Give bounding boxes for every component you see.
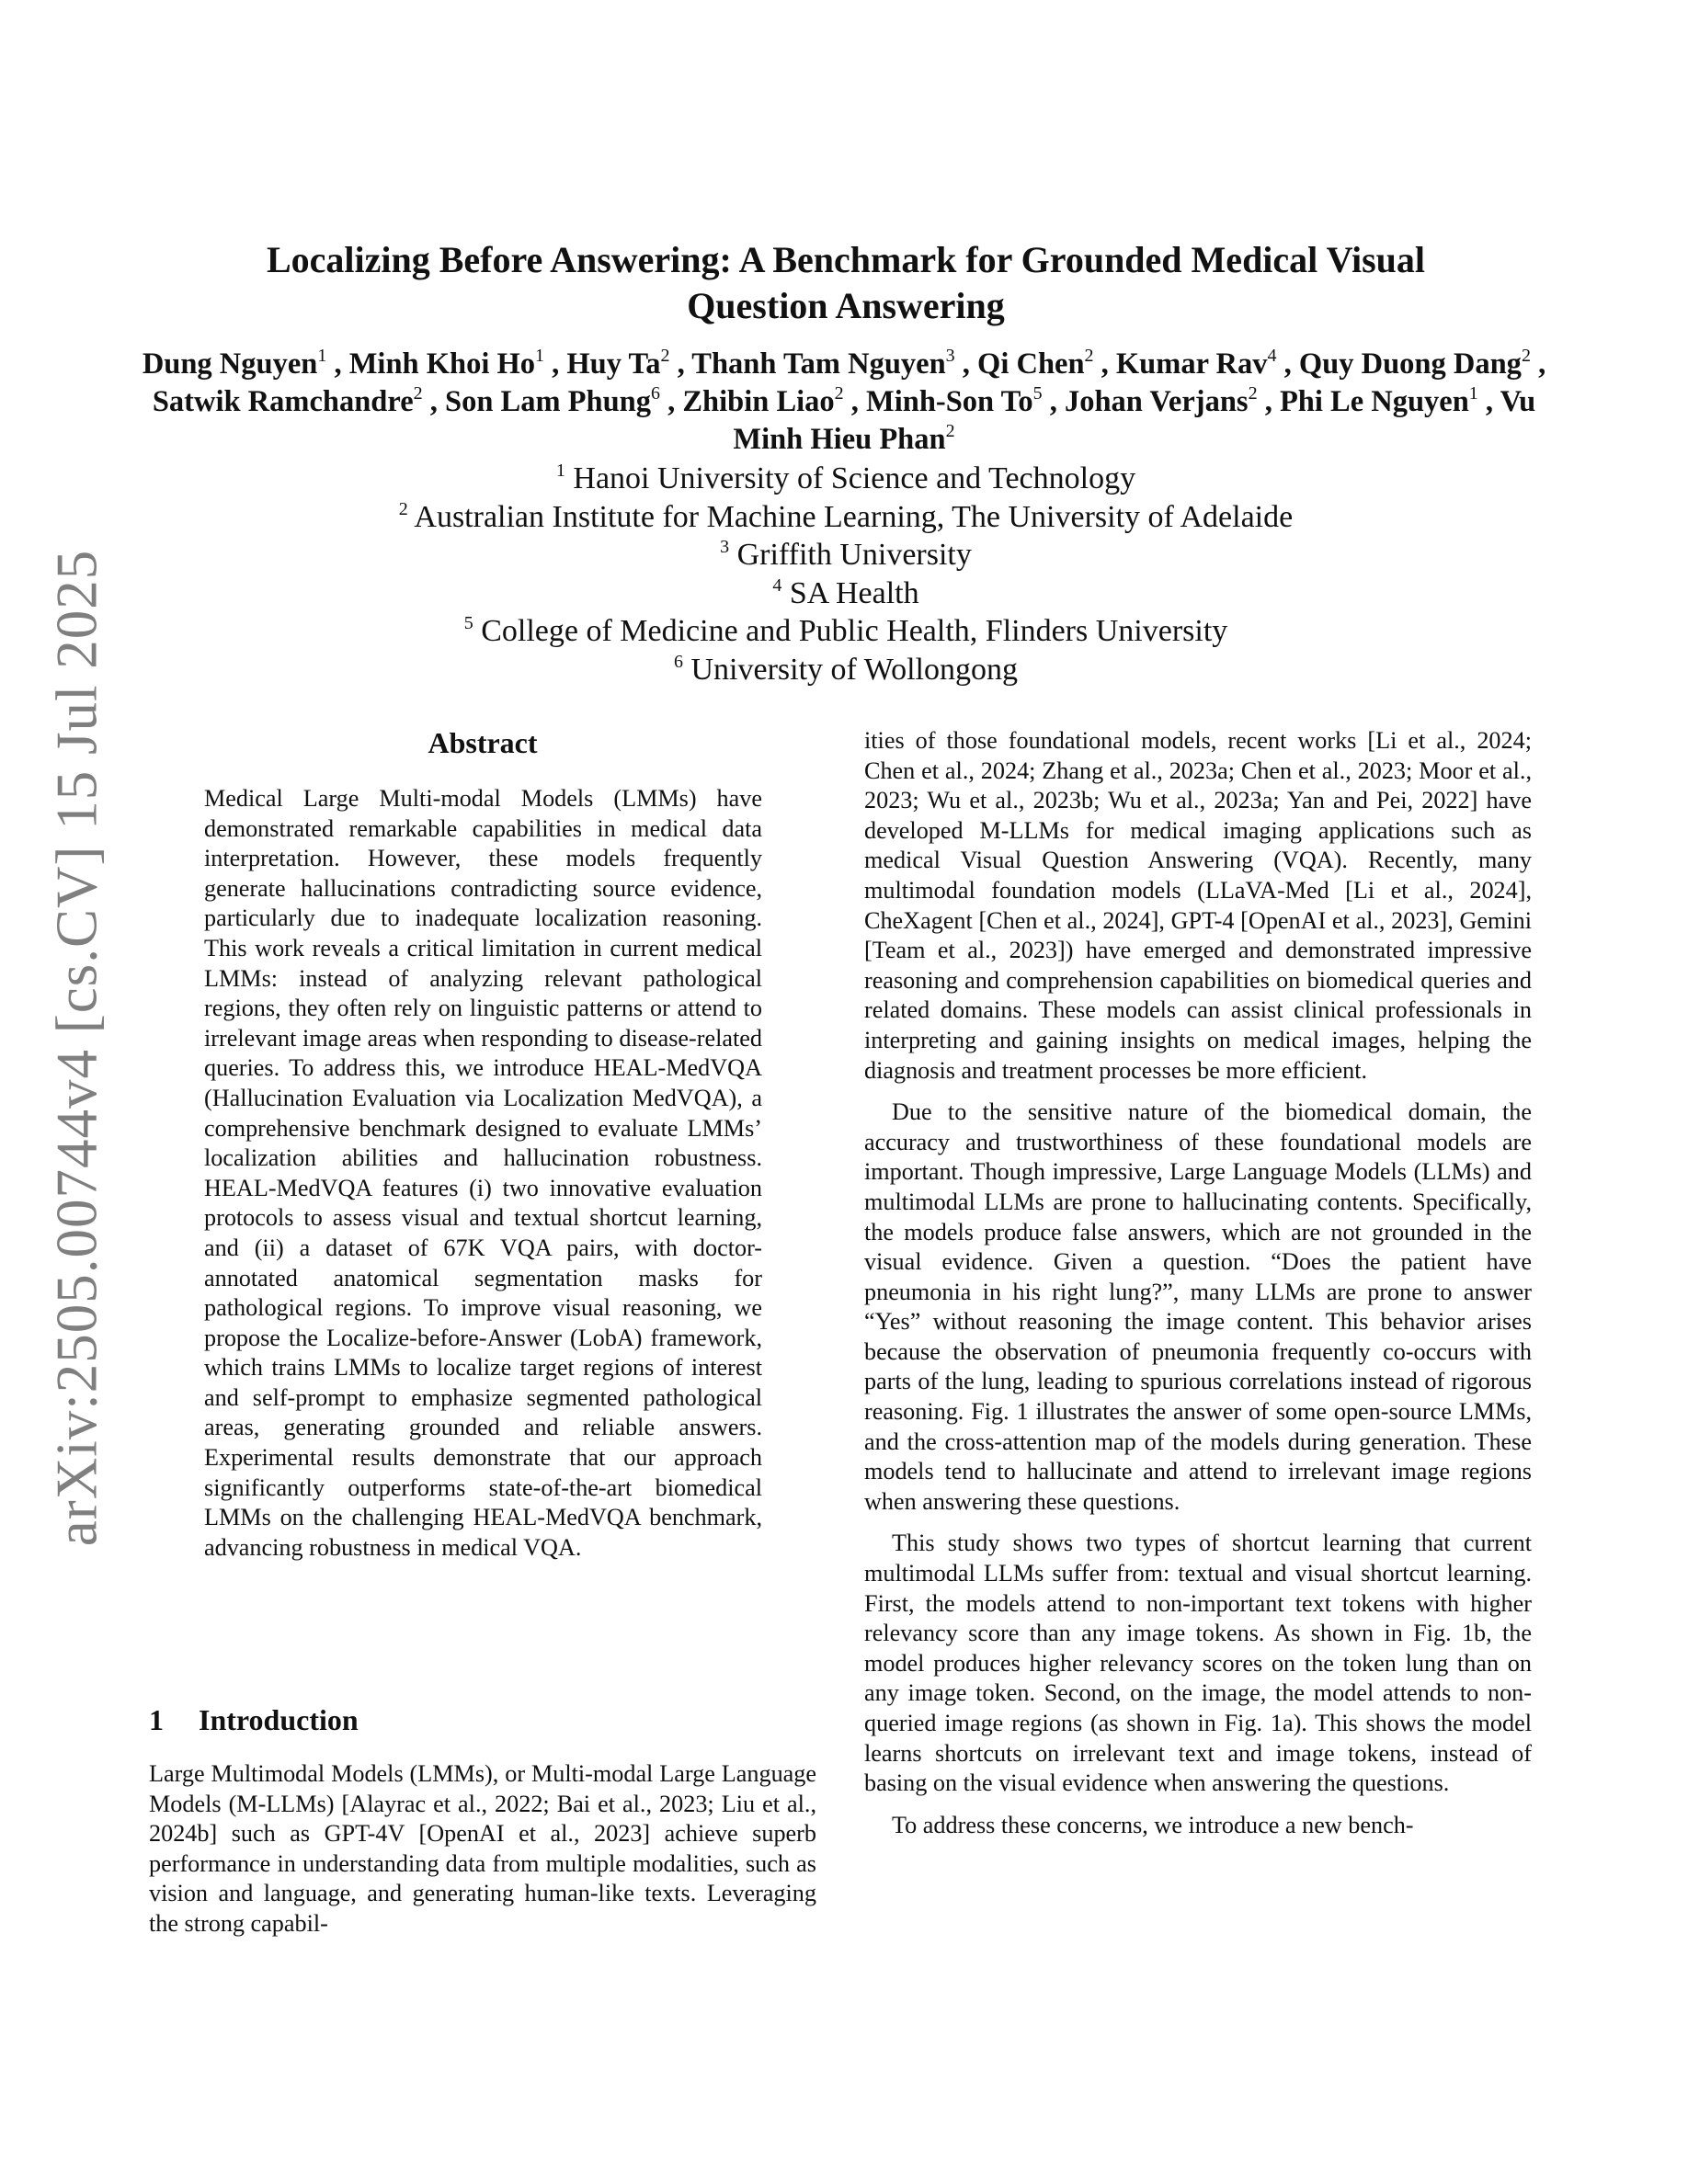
affiliation-marker: 4 [1267, 346, 1277, 366]
affiliation [147, 460, 1545, 498]
affiliation-marker: 1 [535, 346, 545, 366]
intro-paragraph: Due to the sensitive nature of the biomedical domain, the accuracy and trustworthiness of these foundational models are important. Though impressive, Large Language Models (LLMs) and multimodal LLMs are prone to hallucinating contents. Specifically, the models produce false answers, which are not grounded in the visual evidence. Given a question. “Does the patient have pneumonia in his right lung?”, many LLMs are prone to answer “Yes” without reasoning the image content. This behavior arises because the observation of pneumonia frequently co-occurs with parts of the lung, leading to spurious correlations instead of rigorous reasoning. Fig. 1 illustrates the answer of some open-source LMMs, and the cross-attention map of the models during generation. These models tend to hallucinate and attend to irrelevant image regions when answering these questions. [864, 1098, 1532, 1515]
affiliation-marker: 5 [1032, 383, 1043, 404]
intro-paragraph: This study shows two types of shortcut learning that current multimodal LLMs suffer from: textual and visual shortcut learning. First, the models attend to non-important text tokens with higher relevancy score than any image tokens. As shown in Fig. 1b, the model produces higher relevancy scores on the token lung than on any image token. Second, on the image, the model attends to non-queried image regions (as shown in Fig. 1a). This shows the model learns shortcuts on irrelevant text and image tokens, instead of basing on the visual evidence when answering the questions. [864, 1530, 1532, 1797]
author-name: Vu Minh Hieu Phan [733, 385, 1536, 456]
author-name: Kumar Rav [1115, 347, 1268, 381]
author-name: Quy Duong Dang [1298, 347, 1522, 381]
affiliation-number: 5 [463, 613, 473, 634]
affiliation-list [147, 460, 1545, 689]
affiliation-name: University of Wollongong [690, 652, 1018, 687]
section-title: Introduction [199, 1703, 359, 1736]
affiliation-number: 3 [720, 537, 730, 558]
affiliation-marker: 2 [660, 346, 670, 366]
author-name: Minh Khoi Ho [348, 347, 536, 381]
affiliation-marker: 2 [834, 383, 844, 404]
intro-paragraph: ities of those foundational models, recent works [Li et al., 2024; Chen et al., 2024; Zhang et al., 2023a; Chen et al., 2023; Moor et al., 2023; Wu et al., 2023b; Wu et al., 2023a; Yan and Pei, 2022] have developed M-LLMs for medical imaging applications such as medical Visual Question Answering (VQA). Recently, many multimodal foundation models (LLaVA-Med [Li et al., 2024], CheXagent [Chen et al., 2024], GPT-4 [OpenAI et al., 2023], Gemini [Team et al., 2023]) have emerged and demonstrated impressive reasoning and comprehension capabilities on biomedical queries and related domains. These models can assist clinical professionals in interpreting and gaining insights on medical images, helping the diagnosis and treatment processes be more efficient. [864, 727, 1532, 1084]
affiliation-marker: 1 [317, 346, 327, 366]
affiliation-marker: 2 [1084, 346, 1094, 366]
intro-left-column [149, 1759, 816, 1939]
affiliation-name: Australian Institute for Machine Learning, The University of Adelaide [414, 499, 1294, 534]
affiliation-number: 2 [398, 498, 408, 519]
author-name: Huy Ta [566, 347, 661, 381]
intro-paragraph: Large Multimodal Models (LMMs), or Multi-modal Large Language Models (M-LLMs) [Alayrac et al., 2022; Bai et al., 2023; Liu et al., 2024b] such as GPT-4V [OpenAI et al., 2023] achieve superb performance in understanding data from multiple modalities, such as vision and language, and generating human-like texts. Leveraging the strong capabil- [149, 1760, 816, 1937]
intro-paragraph: To address these concerns, we introduce a new bench- [892, 1811, 1414, 1838]
paper-title-line: Localizing Before Answering: A Benchmark for Grounded Medical Visual [266, 239, 1426, 280]
abstract-heading: Abstract [428, 726, 538, 759]
section-number: 1 [149, 1703, 164, 1736]
affiliation-name: SA Health [789, 575, 919, 610]
abstract-text [204, 784, 762, 1563]
affiliation-marker: 2 [1248, 383, 1258, 404]
affiliation-number: 1 [555, 461, 565, 481]
affiliation-number: 6 [673, 651, 683, 672]
paper-title [147, 237, 1545, 329]
affiliation [147, 651, 1545, 689]
author-name: Phi Le Nguyen [1279, 385, 1469, 418]
author-name: Minh-Son To [866, 385, 1033, 418]
abstract-paragraph: Medical Large Multi-modal Models (LMMs) have demonstrated remarkable capabilities in medical data interpretation. However, these models frequently generate hallucinations contradicting source evidence, particularly due to inadequate localization reasoning. This work reveals a critical limitation in current medical LMMs: instead of analyzing relevant pathological regions, they often rely on linguistic patterns or attend to irrelevant image areas when responding to disease-related queries. To address this, we introduce HEAL-MedVQA (Hallucination Evaluation via Localization MedVQA), a comprehensive benchmark designed to evaluate LMMs’ localization abilities and hallucination robustness. HEAL-MedVQA features (i) two innovative evaluation protocols to assess visual and textual shortcut learning, and (ii) a dataset of 67K VQA pairs, with doctor-annotated anatomical segmentation masks for pathological regions. To improve visual reasoning, we propose the Localize-before-Answer (LobA) framework, which trains LMMs to localize target regions of interest and self-prompt to emphasize segmented pathological areas, generating grounded and reliable answers. Experimental results demonstrate that our approach significantly outperforms state-of-the-art biomedical LMMs on the challenging HEAL-MedVQA benchmark, advancing robustness in medical VQA. [204, 785, 762, 1561]
section-heading-introduction [149, 1703, 359, 1737]
author-name: Dung Nguyen [142, 347, 318, 381]
author-name: Qi Chen [977, 347, 1085, 381]
author-name: Satwik Ramchandre [152, 385, 414, 418]
author-name: Zhibin Liao [682, 385, 835, 418]
affiliation-name: Hanoi University of Science and Technology [573, 461, 1136, 495]
affiliation [147, 536, 1545, 574]
author-name: Thanh Tam Nguyen [691, 347, 946, 381]
affiliation [147, 612, 1545, 651]
affiliation-marker: 3 [945, 346, 955, 366]
affiliation-name: College of Medicine and Public Health, Flinders University [481, 614, 1228, 649]
arxiv-identifier: arXiv:2505.00744v4 [cs.CV] 15 Jul 2025 [44, 549, 109, 1547]
arxiv-identifier-margin [0, 0, 129, 2184]
affiliation-marker: 2 [945, 421, 955, 441]
affiliation [147, 498, 1545, 537]
affiliation-marker: 1 [1468, 383, 1478, 404]
intro-right-column [864, 726, 1532, 1840]
affiliation [147, 574, 1545, 613]
affiliation-marker: 2 [413, 383, 423, 404]
paper-title-line: Question Answering [687, 285, 1005, 326]
author-list: Dung Nguyen$^1$ , Minh Khoi Ho$^1$ , Huy Ta$^2$ , Thanh Tam Nguyen$^3$ , Qi Chen$^2$ , Kumar Rav$^4$ , Quy Duong Dang$^2$ , Satwik Ramchandre$^2$ , Son Lam Phung$^6$ , Zhibin Liao$^2$ , Minh-Son To$^5$ , Johan Verjans$^2$ , Phi Le Nguyen$^1$ , Vu Minh Hieu Phan$^2$ [142, 346, 1546, 456]
affiliation-marker: 2 [1521, 346, 1531, 366]
affiliation-marker: 6 [651, 383, 660, 404]
author-name: Johan Verjans [1064, 385, 1249, 418]
author-name: Son Lam Phung [445, 385, 651, 418]
affiliation-name: Griffith University [736, 538, 972, 573]
affiliation-number: 4 [772, 574, 782, 596]
